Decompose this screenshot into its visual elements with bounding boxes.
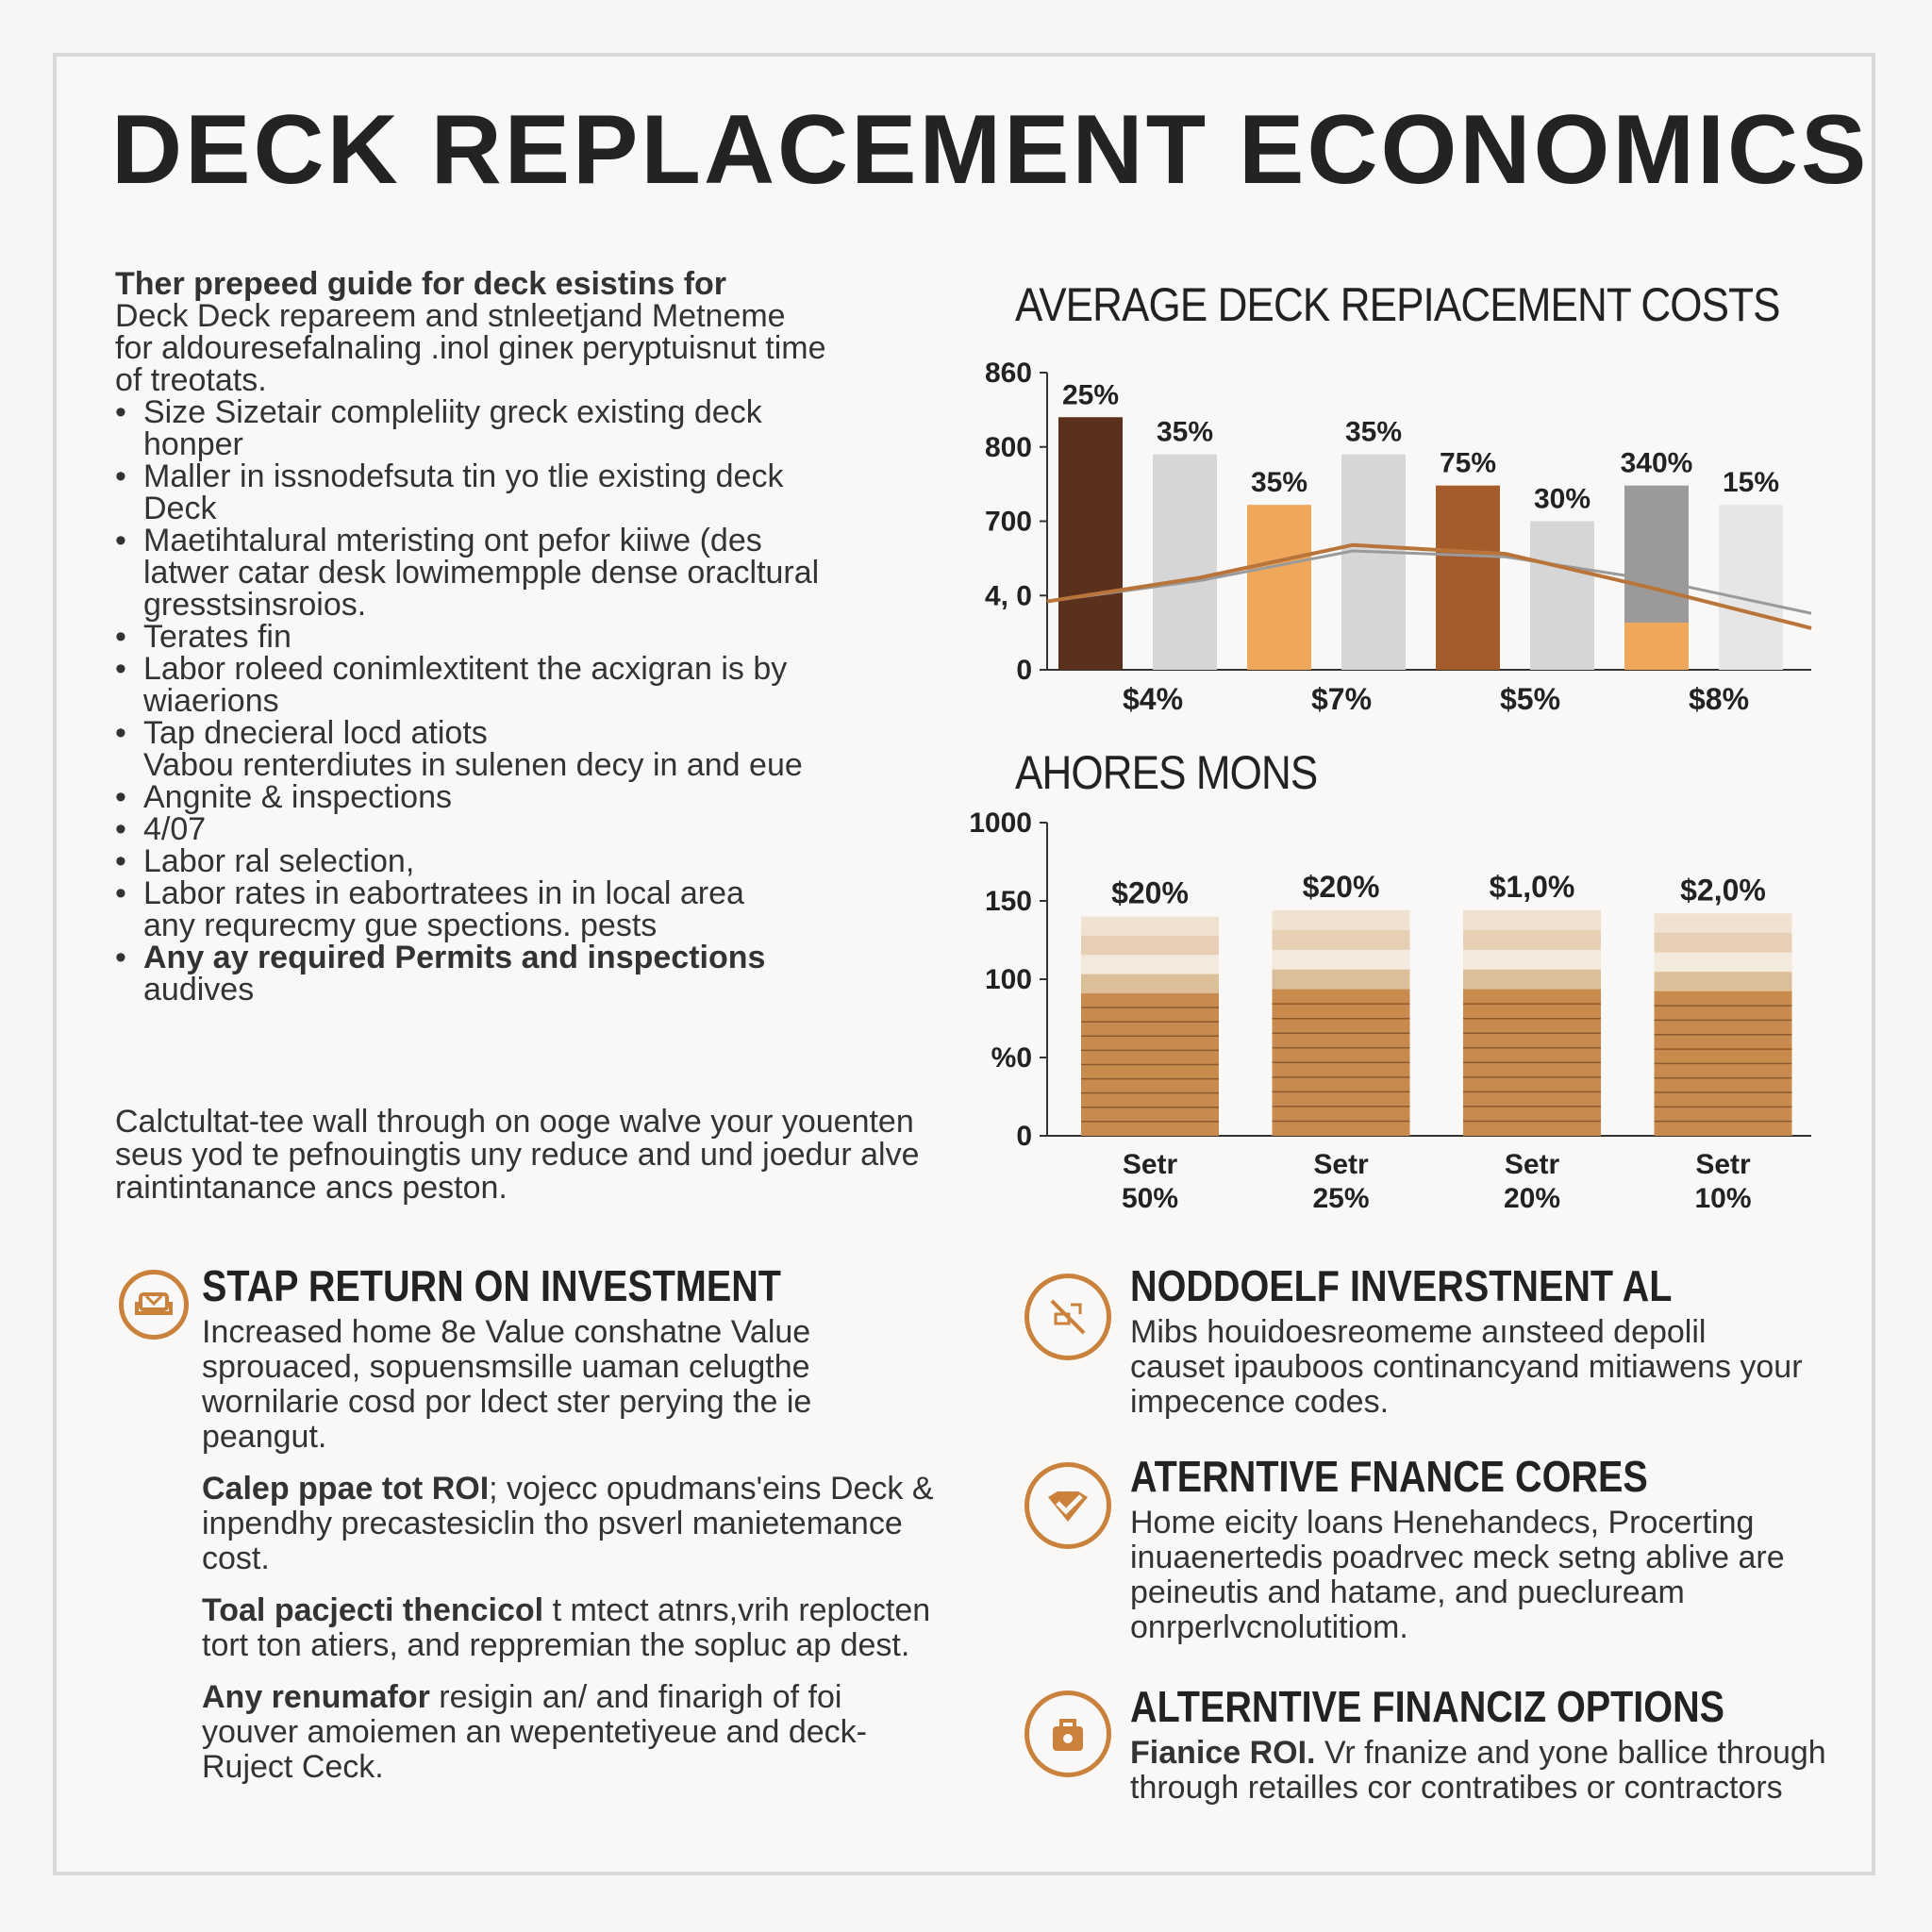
intro-guide (115, 268, 936, 1006)
bullet-item: • Angnite & inspections (115, 781, 936, 813)
bar-value-label: 25% (1061, 379, 1120, 411)
x-tick-label: $5% (1499, 682, 1561, 716)
y-tick-label: 800 (984, 431, 1032, 463)
y-tick-label: 0 (1016, 1121, 1032, 1152)
section-body: Mibs houidoesreomeme aınsteed depolil causet ipauboos continancyand mitiawens your impecence codes. (1130, 1314, 1803, 1420)
bullet-item: • Tap dnecieral locd atiots Vabou renterdiutes in sulenen decy in and eue (115, 717, 936, 781)
bar-layer (1081, 955, 1219, 974)
bar (1341, 455, 1406, 670)
bar-layer (1655, 913, 1792, 934)
section-title: ATERNTIVE FNANCE CORES (1130, 1452, 1648, 1501)
bar-layer (1463, 970, 1601, 991)
bullet-item: • Terates fin (115, 621, 936, 653)
x-tick-label: Setr (1695, 1149, 1751, 1180)
chart2 (962, 802, 1840, 1226)
bullet-item: • Maetihtalural mteristing ont pefor kiiwe (des latwer catar desk lowimempple dense oracltural gresstsinsroios. (115, 525, 936, 621)
bar-layer (1655, 953, 1792, 974)
bar-value-label: $20% (1302, 869, 1380, 904)
bar-layer (1655, 972, 1792, 992)
bar-value-label: 340% (1620, 447, 1693, 479)
x-tick-label: $4% (1122, 682, 1184, 716)
no-tools-icon (1024, 1274, 1111, 1360)
bar-value-label: 30% (1533, 483, 1591, 515)
x-tick-label: $7% (1310, 682, 1373, 716)
bar-value-label: 15% (1722, 467, 1780, 499)
bullet-item: • Labor ral selection, (115, 845, 936, 877)
bar (1719, 505, 1783, 670)
intro-line: Deck Deck repareem and stnleetjand Metneme (115, 298, 786, 334)
bar (1153, 455, 1217, 670)
bar-value-label: 35% (1156, 416, 1214, 448)
bar-layer (1273, 930, 1410, 951)
intro-bullet-list (115, 396, 936, 1006)
bar-layer (1273, 950, 1410, 971)
bullet-item: • Any ay required Permits and inspections audives (115, 941, 936, 1006)
y-tick-label: %0 (991, 1042, 1032, 1074)
bag-icon (1024, 1690, 1111, 1777)
roi-para: Toal pacjecti thencicol t mtect atnrs,vrih replocten tort ton atiers, and reppremian the sopluc ap dest. (202, 1592, 931, 1663)
bar-layer (1273, 970, 1410, 991)
bar-value-label: $1,0% (1489, 869, 1575, 904)
bullet-item: • 4/07 (115, 813, 936, 845)
bar-value-label: $2,0% (1680, 873, 1766, 908)
section-title: NODDOELF INVERSTNENT AL (1130, 1261, 1673, 1310)
chart1-title: AVERAGE DECK REPIACEMENT COSTS (1015, 278, 1780, 331)
roi-para: Any renumafor resigin an/ and finarigh of foi youver amoiemen an wepentetiyeue and deck-Ruject Ceck. (202, 1679, 867, 1785)
y-tick-label: 700 (984, 506, 1032, 538)
intro-line: for aldouresefalnaling .inol gineк perурtuisnut time (115, 330, 826, 366)
bar-value-label: $20% (1111, 875, 1189, 910)
x-tick-label: Setr (1122, 1149, 1178, 1180)
check-shield-icon (1024, 1462, 1111, 1549)
roi-title: STAP RETURN ON INVESTMENT (202, 1261, 781, 1310)
sofa-icon (119, 1270, 189, 1340)
roi-body: Increased home 8e Value conshatne Value sprouaced, sopuensmsille uaman celugthe wornilarie cosd por ldect ster perying the ie peangut. (202, 1314, 812, 1455)
chart1 (962, 349, 1840, 726)
bar-layer (1081, 917, 1219, 937)
bullet-item: • Labor roleed conimlextitent the acxigran is by wiaerions (115, 653, 936, 717)
section-body: Home eicity loans Henehandecs, Procerting inuaenertedis poadrvec meck setng ablive are peineutis and hatame, and puecluream onrperlvcnolutitiom. (1130, 1505, 1785, 1645)
y-tick-label: 860 (984, 358, 1032, 389)
bar-layer (1463, 910, 1601, 931)
x-tick-label: 20% (1503, 1183, 1561, 1214)
bullet-item: • Labor rates in eabortratees in in local area any requrecmy gue spections. pests (115, 877, 936, 941)
x-tick-label: 10% (1694, 1183, 1752, 1214)
x-tick-label: Setr (1313, 1149, 1369, 1180)
bar-layer (1655, 933, 1792, 954)
bar (1247, 505, 1311, 670)
y-tick-label: 4, 0 (984, 580, 1032, 612)
chart2-title: AHORES MONS (1015, 746, 1318, 799)
bar-layer (1463, 930, 1601, 951)
section-title: ALTERNTIVE FINANCIZ OPTIONS (1130, 1682, 1725, 1731)
bar-value-label: 75% (1439, 447, 1497, 479)
intro-line: of treotats. (115, 362, 267, 398)
bar (1058, 417, 1123, 670)
y-tick-label: 100 (984, 964, 1032, 995)
y-tick-label: 0 (1016, 655, 1032, 686)
bar-layer (1273, 910, 1410, 931)
bar-value-label: 35% (1250, 467, 1308, 499)
bar-layer (1463, 950, 1601, 971)
x-tick-label: $8% (1688, 682, 1750, 716)
bar-layer (1081, 936, 1219, 956)
calc-text: Calctultat-tee wall through on ooge walve your youenten seus yod te pefnouingtis uny reduce and und joedur alve raintintanance ancs peston. (115, 1104, 920, 1206)
bullet-item: • Maller in issnodefsuta tin yo tlie existing deck Deck (115, 460, 936, 525)
bar-layer (1081, 974, 1219, 994)
page-title: DECK REPLACEMENT ECONOMICS (111, 95, 1870, 205)
bar-highlight (1624, 623, 1689, 670)
bar (1530, 522, 1594, 671)
x-tick-label: 50% (1121, 1183, 1179, 1214)
y-tick-label: 150 (984, 886, 1032, 917)
section-body: Fianice ROI. Vr fnanize and yone ballice through through retailles cor contratibes or contractors (1130, 1735, 1826, 1806)
x-tick-label: Setr (1504, 1149, 1560, 1180)
y-tick-label: 1000 (969, 808, 1032, 839)
bullet-item: • Size Sizetair compleliity greck existing deck honper (115, 396, 936, 460)
roi-para: Calep ppae tot ROI; vojecc opudmans'eins Deck & inpendhy precastesiclin tho psverl manietemance cost. (202, 1471, 934, 1576)
bar (1436, 486, 1500, 670)
intro-lead: Ther prepeed guide for deck esistins for (115, 266, 727, 302)
x-tick-label: 25% (1312, 1183, 1370, 1214)
bar-value-label: 35% (1344, 416, 1403, 448)
